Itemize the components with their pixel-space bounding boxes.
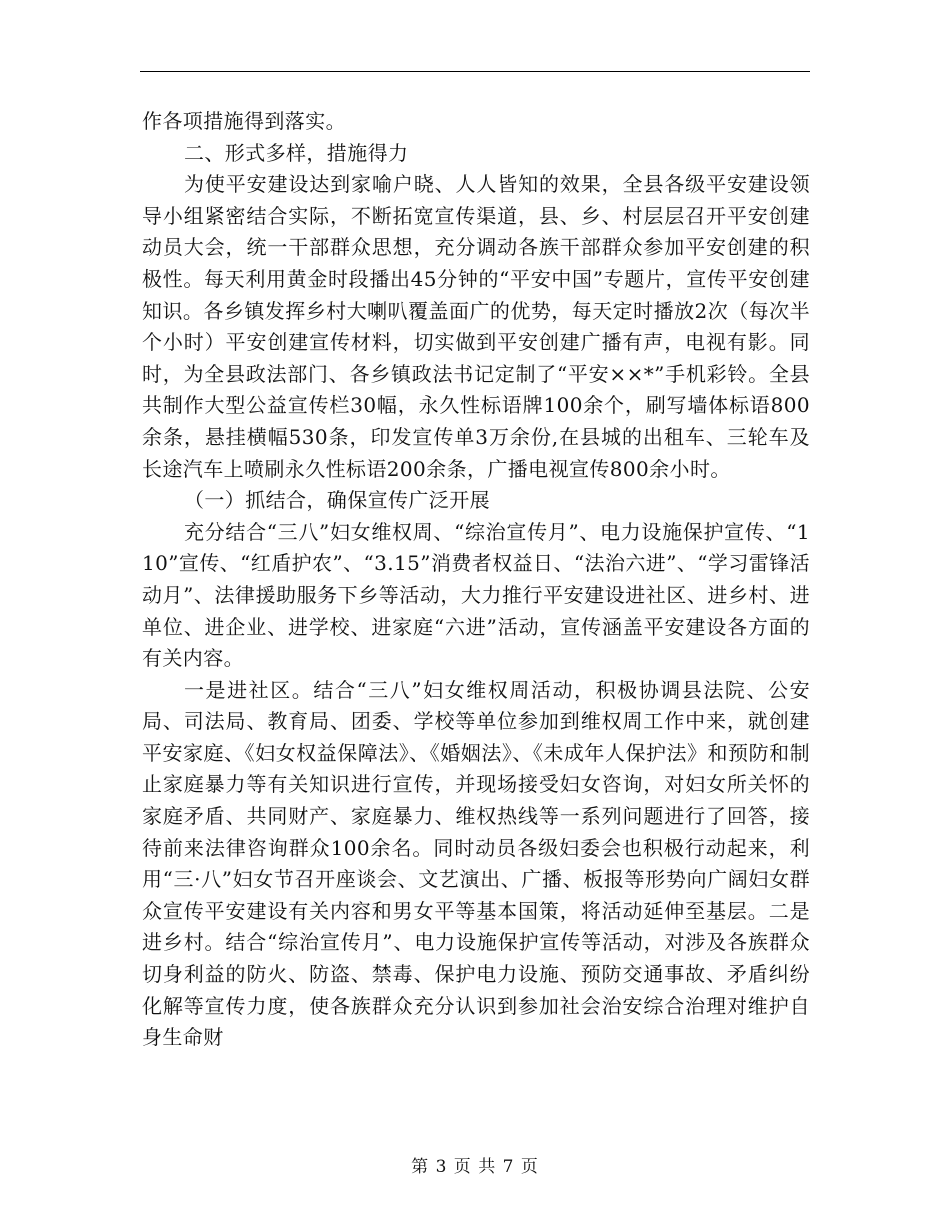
section-heading: 二、形式多样，措施得力	[184, 140, 409, 165]
body-paragraph: 一是进社区。结合“三八”妇女维权周活动，积极协调县法院、公安局、司法局、教育局、团委、学校等单位参加到维权周工作中来，就创建平安家庭、《妇女权益保障法》、《婚姻法》、《未成年人保护法》和预防和制止家庭暴力等有关知识进行宣传，并现场接受妇女咨询，对妇女所关怀的家庭矛盾、共同财产、家庭暴力、维权热线等一系列问题进行了回答，接待前来法律咨询群众100余名。同时动员各级妇委会也积极行动起来，利用“三·八”妇女节召开座谈会、文艺演出、广播、板报等形势向广阔妇女群众宣传平安建设有关内容和男女平等基本国策，将活动延伸至基层。二是进乡村。结合“综治宣传月”、电力设施保护宣传等活动，对涉及各族群众切身利益的防火、防盗、禁毒、保护电力设施、预防交通事故、矛盾纠纷化解等宣传力度，使各族群众充分认识到参加社会治安综合治理对维护自身生命财	[142, 677, 810, 1050]
header-rule	[140, 71, 810, 72]
body-paragraph: 为使平安建设达到家喻户晓、人人皆知的效果，全县各级平安建设领导小组紧密结合实际，不断拓宽宣传渠道，县、乡、村层层召开平安创建动员大会，统一干部群众思想，充分调动各族干部群众参加平安创建的积极性。每天利用黄金时段播出45分钟的“平安中国”专题片，宣传平安创建知识。各乡镇发挥乡村大喇叭覆盖面广的优势，每天定时播放2次（每次半个小时）平安创建宣传材料，切实做到平安创建广播有声，电视有影。同时，为全县政法部门、各乡镇政法书记定制了“平安××*”手机彩铃。全县共制作大型公益宣传栏30幅，永久性标语牌100余个，刷写墙体标语800余条，悬挂横幅530条，印发宣传单3万余份,在县城的出租车、三轮车及长途汽车上喷刷永久性标语200余条，广播电视宣传800余小时。	[142, 172, 810, 481]
body-paragraph: 充分结合“三八”妇女维权周、“综治宣传月”、电力设施保护宣传、“110”宣传、“红盾护农”、“3.15”消费者权益日、“法治六进”、“学习雷锋活动月”、法律援助服务下乡等活动，大力推行平安建设进社区、进乡村、进单位、进企业、进学校、进家庭“六进”活动，宣传涵盖平安建设各方面的有关内容。	[142, 519, 810, 671]
subsection-heading: （一）抓结合，确保宣传广泛开展	[184, 488, 490, 513]
page-number: 第 3 页 共 7 页	[411, 1157, 539, 1177]
document-body	[142, 106, 810, 1054]
continuation-paragraph: 作各项措施得到落实。	[142, 109, 346, 133]
